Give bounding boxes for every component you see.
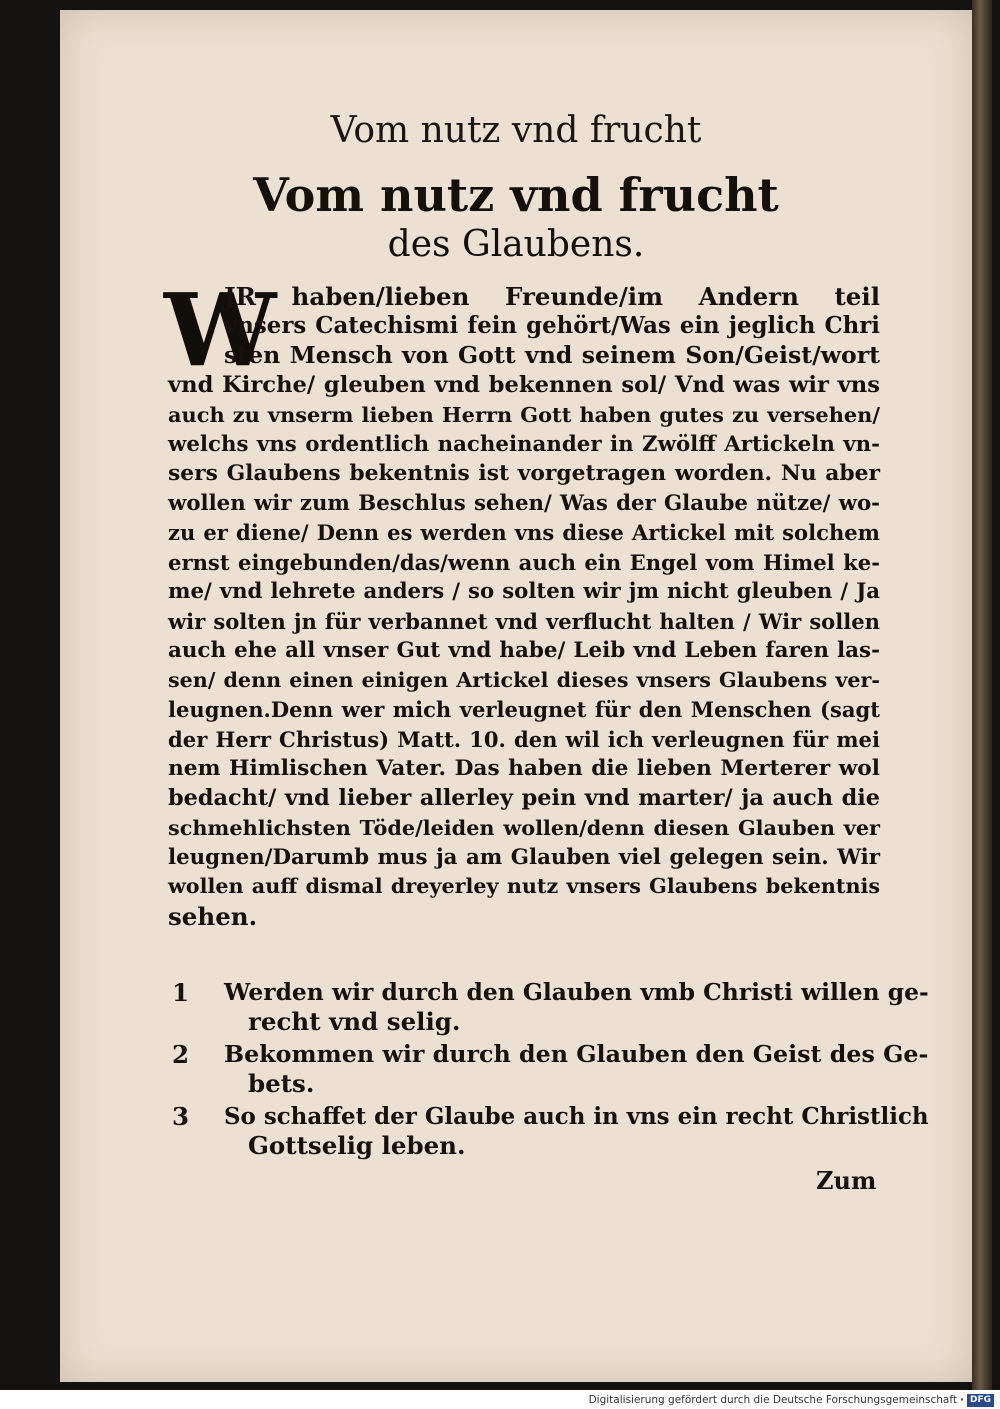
body-line: der Herr Christus) Matt. 10. den wil ich verleugnen für mei (168, 726, 880, 752)
list-number: 3 (172, 1102, 190, 1131)
body-line: sers Glaubens bekentnis ist vorgetragen worden. Nu aber (168, 461, 880, 486)
body-line: auch zu vnserm lieben Herrn Gott haben gutes zu versehen/ (168, 402, 880, 427)
benefits-list (172, 978, 929, 1164)
list-line: Gottselig leben. (248, 1131, 466, 1160)
body-line: vnd Kirche/ gleuben vnd bekennen sol/ Vnd was wir vns (168, 371, 880, 398)
list-line: So schaffet der Glaube auch in vns ein recht Christlich (224, 1103, 929, 1130)
body-line: sten Mensch von Gott vnd seinem Son/Geist/wort (224, 341, 880, 369)
list-line: Bekommen wir durch den Glauben den Geist des Ge- (224, 1040, 929, 1068)
body-line: wollen wir zum Beschlus sehen/ Was der Glaube nütze/ wo- (168, 490, 880, 516)
list-item (172, 1102, 929, 1160)
body-line: vnsers Catechismi fein gehört/Was ein jeglich Chri (224, 312, 880, 339)
list-line: bets. (248, 1069, 315, 1098)
body-line: leugnen.Denn wer mich verleugnet für den Menschen (sagt (168, 697, 880, 722)
list-item (172, 1040, 929, 1098)
list-number: 1 (172, 978, 190, 1007)
catchword: Zum (816, 1166, 877, 1195)
chapter-subtitle: des Glaubens. (387, 224, 645, 265)
body-line: welchs vns ordentlich nacheinander in Zwölff Artickeln vn- (168, 431, 880, 457)
body-line: bedacht/ vnd lieber allerley pein vnd marter/ ja auch die (168, 784, 880, 811)
footer-credit (589, 1393, 994, 1407)
body-line: JR haben/lieben Freunde/im Andern teil (224, 282, 880, 311)
body-line: leugnen/Darumb mus ja am Glauben viel gelegen sein. Wir (168, 844, 880, 870)
chapter-title: Vom nutz vnd frucht (253, 168, 779, 222)
body-line: wollen auff dismal dreyerley nutz vnsers Glaubens bekentnis (168, 874, 880, 898)
body-line: schmehlichsten Töde/leiden wollen/denn diesen Glauben ver (168, 815, 880, 840)
body-line: sen/ denn einen einigen Artickel dieses vnsers Glaubens ver- (168, 667, 880, 692)
footer-text: Digitalisierung gefördert durch die Deutsche Forschungsgemeinschaft (588, 1394, 957, 1406)
body-line: auch ehe all vnser Gut vnd habe/ Leib vnd Leben faren las- (168, 638, 880, 663)
dfg-logo-icon: DFG (967, 1394, 994, 1407)
body-line: nem Himlischen Vater. Das haben die lieben Merterer wol (168, 756, 880, 781)
body-line: ernst eingebunden/das/wenn auch ein Engel vom Himel ke- (168, 549, 880, 575)
body-line: wir solten jn für verbannet vnd verflucht halten / Wir sollen (168, 608, 880, 634)
decorated-initial: W (164, 271, 277, 389)
list-line: recht vnd selig. (248, 1007, 461, 1036)
book-edge (972, 0, 992, 1390)
body-line: zu er diene/ Denn es werden vns diese Artickel mit solchem (168, 520, 880, 545)
running-head: Vom nutz vnd frucht (330, 110, 702, 151)
body-line: me/ vnd lehrete anders / so solten wir jm nicht gleuben / Ja (168, 579, 880, 604)
list-line: Werden wir durch den Glauben vmb Christi willen ge- (224, 978, 929, 1006)
list-number: 2 (172, 1040, 190, 1069)
footer-separator: · (959, 1394, 964, 1406)
list-item (172, 978, 929, 1036)
body-line: sehen. (168, 901, 258, 931)
body-paragraph (168, 282, 880, 931)
